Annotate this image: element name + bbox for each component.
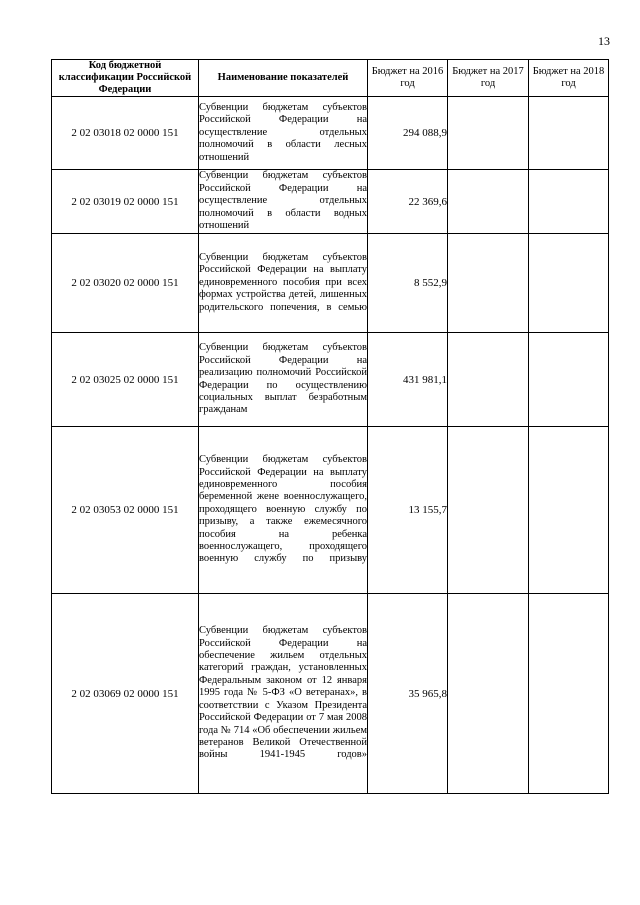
row-budget-2016: 35 965,8 xyxy=(368,594,448,794)
row-code: 2 02 03020 02 0000 151 xyxy=(52,234,199,333)
row-name: Субвенции бюджетам субъектов Российской Федерации на обеспечение жильем отдельных категорий граждан, установленных Федеральным законом от 12 января 1995 года № 5-ФЗ «О ветеранах», в соответствии с Указом Президента Российской Федерации от 7 мая 2008 года № 714 «Об обеспечении жильем ветеранов Великой Отечественной войны 1941-1945 годов» xyxy=(199,625,367,761)
row-budget-2018 xyxy=(529,97,609,170)
row-budget-2018 xyxy=(529,333,609,427)
header-name: Наименование показателей xyxy=(199,60,368,97)
row-code: 2 02 03053 02 0000 151 xyxy=(52,427,199,594)
header-budget-2018: Бюджет на 2018 год xyxy=(529,60,609,97)
table-row xyxy=(52,427,609,594)
row-budget-2017 xyxy=(448,234,529,333)
row-name: Субвенции бюджетам субъектов Российской Федерации на реализацию полномочий Российской Федерации по осуществлению социальных выплат безработным гражданам xyxy=(199,342,367,416)
row-budget-2016: 431 981,1 xyxy=(368,333,448,427)
row-budget-2018 xyxy=(529,234,609,333)
row-budget-2017 xyxy=(448,170,529,234)
row-code: 2 02 03019 02 0000 151 xyxy=(52,170,199,234)
row-name: Субвенции бюджетам субъектов Российской Федерации на выплату единовременного пособия при всех формах устройства детей, лишенных родительского попечения, в семью xyxy=(199,251,367,313)
page-number: 13 xyxy=(598,34,610,48)
header-budget-2017: Бюджет на 2017 год xyxy=(448,60,529,97)
row-budget-2018 xyxy=(529,170,609,234)
row-budget-2017 xyxy=(448,594,529,794)
row-name-cell xyxy=(199,594,368,794)
row-budget-2016: 8 552,9 xyxy=(368,234,448,333)
row-budget-2016: 22 369,6 xyxy=(368,170,448,234)
table-row xyxy=(52,234,609,333)
table-row xyxy=(52,170,609,234)
row-budget-2018 xyxy=(529,427,609,594)
row-budget-2016: 13 155,7 xyxy=(368,427,448,594)
table-row xyxy=(52,594,609,794)
row-name: Субвенции бюджетам субъектов Российской Федерации на осуществление отдельных полномочий в области водных отношений xyxy=(199,170,367,232)
row-budget-2017 xyxy=(448,97,529,170)
header-row xyxy=(52,60,609,97)
row-code: 2 02 03018 02 0000 151 xyxy=(52,97,199,170)
row-code: 2 02 03025 02 0000 151 xyxy=(52,333,199,427)
row-code: 2 02 03069 02 0000 151 xyxy=(52,594,199,794)
row-name-cell xyxy=(199,97,368,170)
header-code: Код бюджетной классификации Российской Федерации xyxy=(52,60,199,97)
header-budget-2016: Бюджет на 2016 год xyxy=(368,60,448,97)
row-budget-2018 xyxy=(529,594,609,794)
row-budget-2017 xyxy=(448,427,529,594)
row-budget-2017 xyxy=(448,333,529,427)
row-budget-2016: 294 088,9 xyxy=(368,97,448,170)
row-name-cell xyxy=(199,333,368,427)
table-row xyxy=(52,333,609,427)
row-name-cell xyxy=(199,427,368,594)
row-name: Субвенции бюджетам субъектов Российской Федерации на выплату единовременного пособия беременной жене военнослужащего, проходящего военную службу по призыву, а также ежемесячного пособия на ребенка военнослужащего, проходящего военную службу по призыву xyxy=(199,454,367,565)
row-name: Субвенции бюджетам субъектов Российской Федерации на осуществление отдельных полномочий в области лесных отношений xyxy=(199,101,367,163)
row-name-cell xyxy=(199,170,368,234)
table-row xyxy=(52,97,609,170)
budget-table xyxy=(51,59,609,794)
row-name-cell xyxy=(199,234,368,333)
